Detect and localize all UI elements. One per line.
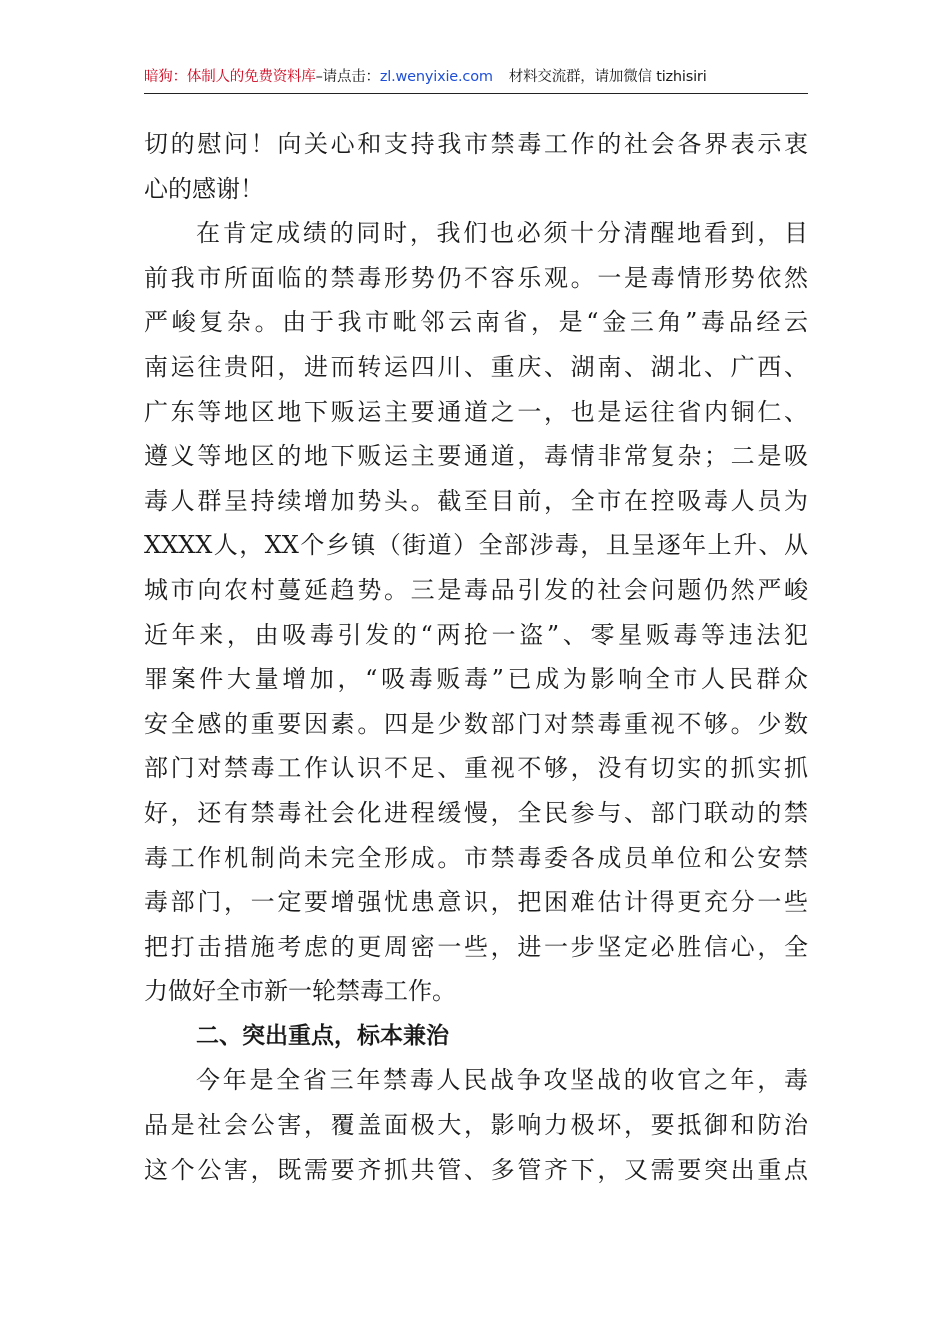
- document-body: [144, 122, 808, 1192]
- header-prompt: –请点击：: [315, 69, 380, 85]
- text-line: 品是社会公害，覆盖面极大，影响力极坏，要抵御和防治: [144, 1111, 808, 1140]
- header-contact: 材料交流群，请加微信 tizhisiri: [508, 69, 707, 85]
- text-line: 力做好全市新一轮禁毒工作。: [144, 977, 456, 1006]
- text-line: 城市向农村蔓延趋势。三是毒品引发的社会问题仍然严峻: [144, 575, 808, 604]
- text-line: 近年来，由吸毒引发的“两抢一盗”、零星贩毒等违法犯: [144, 620, 808, 649]
- text-line: 前我市所面临的禁毒形势仍不容乐观。一是毒情形势依然: [144, 263, 808, 292]
- text-line: 好，还有禁毒社会化进程缓慢，全民参与、部门联动的禁: [144, 798, 808, 827]
- text-line: 遵义等地区的地下贩运主要通道，毒情非常复杂；二是吸: [144, 442, 808, 471]
- text-line: 在肯定成绩的同时，我们也必须十分清醒地看到，目: [196, 219, 808, 248]
- text-line: 南运往贵阳，进而转运四川、重庆、湖南、湖北、广西、: [144, 352, 808, 381]
- text-line: 这个公害，既需要齐抓共管、多管齐下，又需要突出重点: [144, 1155, 808, 1184]
- text-line: 心的感谢！: [144, 174, 264, 203]
- section-heading: 二、突出重点，标本兼治: [196, 1022, 449, 1049]
- text-line: 毒部门，一定要增强忧患意识，把困难估计得更充分一些: [144, 888, 808, 917]
- text-line: 毒工作机制尚未完全形成。市禁毒委各成员单位和公安禁: [144, 843, 808, 872]
- page-header: [144, 62, 808, 94]
- text-line: 部门对禁毒工作认识不足、重视不够，没有切实的抓实抓: [144, 754, 808, 783]
- header-brand: 暗狗：体制人的免费资料库: [144, 69, 316, 85]
- text-line: 严峻复杂。由于我市毗邻云南省，是“金三角”毒品经云: [144, 308, 808, 337]
- text-line: 安全感的重要因素。四是少数部门对禁毒重视不够。少数: [144, 709, 808, 738]
- text-line: 今年是全省三年禁毒人民战争攻坚战的收官之年，毒: [196, 1066, 808, 1095]
- text-line: 把打击措施考虑的更周密一些，进一步坚定必胜信心，全: [144, 932, 808, 961]
- text-line: 切的慰问！向关心和支持我市禁毒工作的社会各界表示衷: [144, 130, 808, 158]
- header-link[interactable]: zl.wenyixie.com: [379, 69, 493, 85]
- text-line: XXXX人，XX个乡镇（街道）全部涉毒，且呈逐年上升、从: [144, 531, 808, 560]
- text-line: 毒人群呈持续增加势头。截至目前，全市在控吸毒人员为: [144, 486, 808, 515]
- text-line: 罪案件大量增加，“吸毒贩毒”已成为影响全市人民群众: [144, 665, 808, 694]
- text-line: 广东等地区地下贩运主要通道之一，也是运往省内铜仁、: [144, 397, 808, 426]
